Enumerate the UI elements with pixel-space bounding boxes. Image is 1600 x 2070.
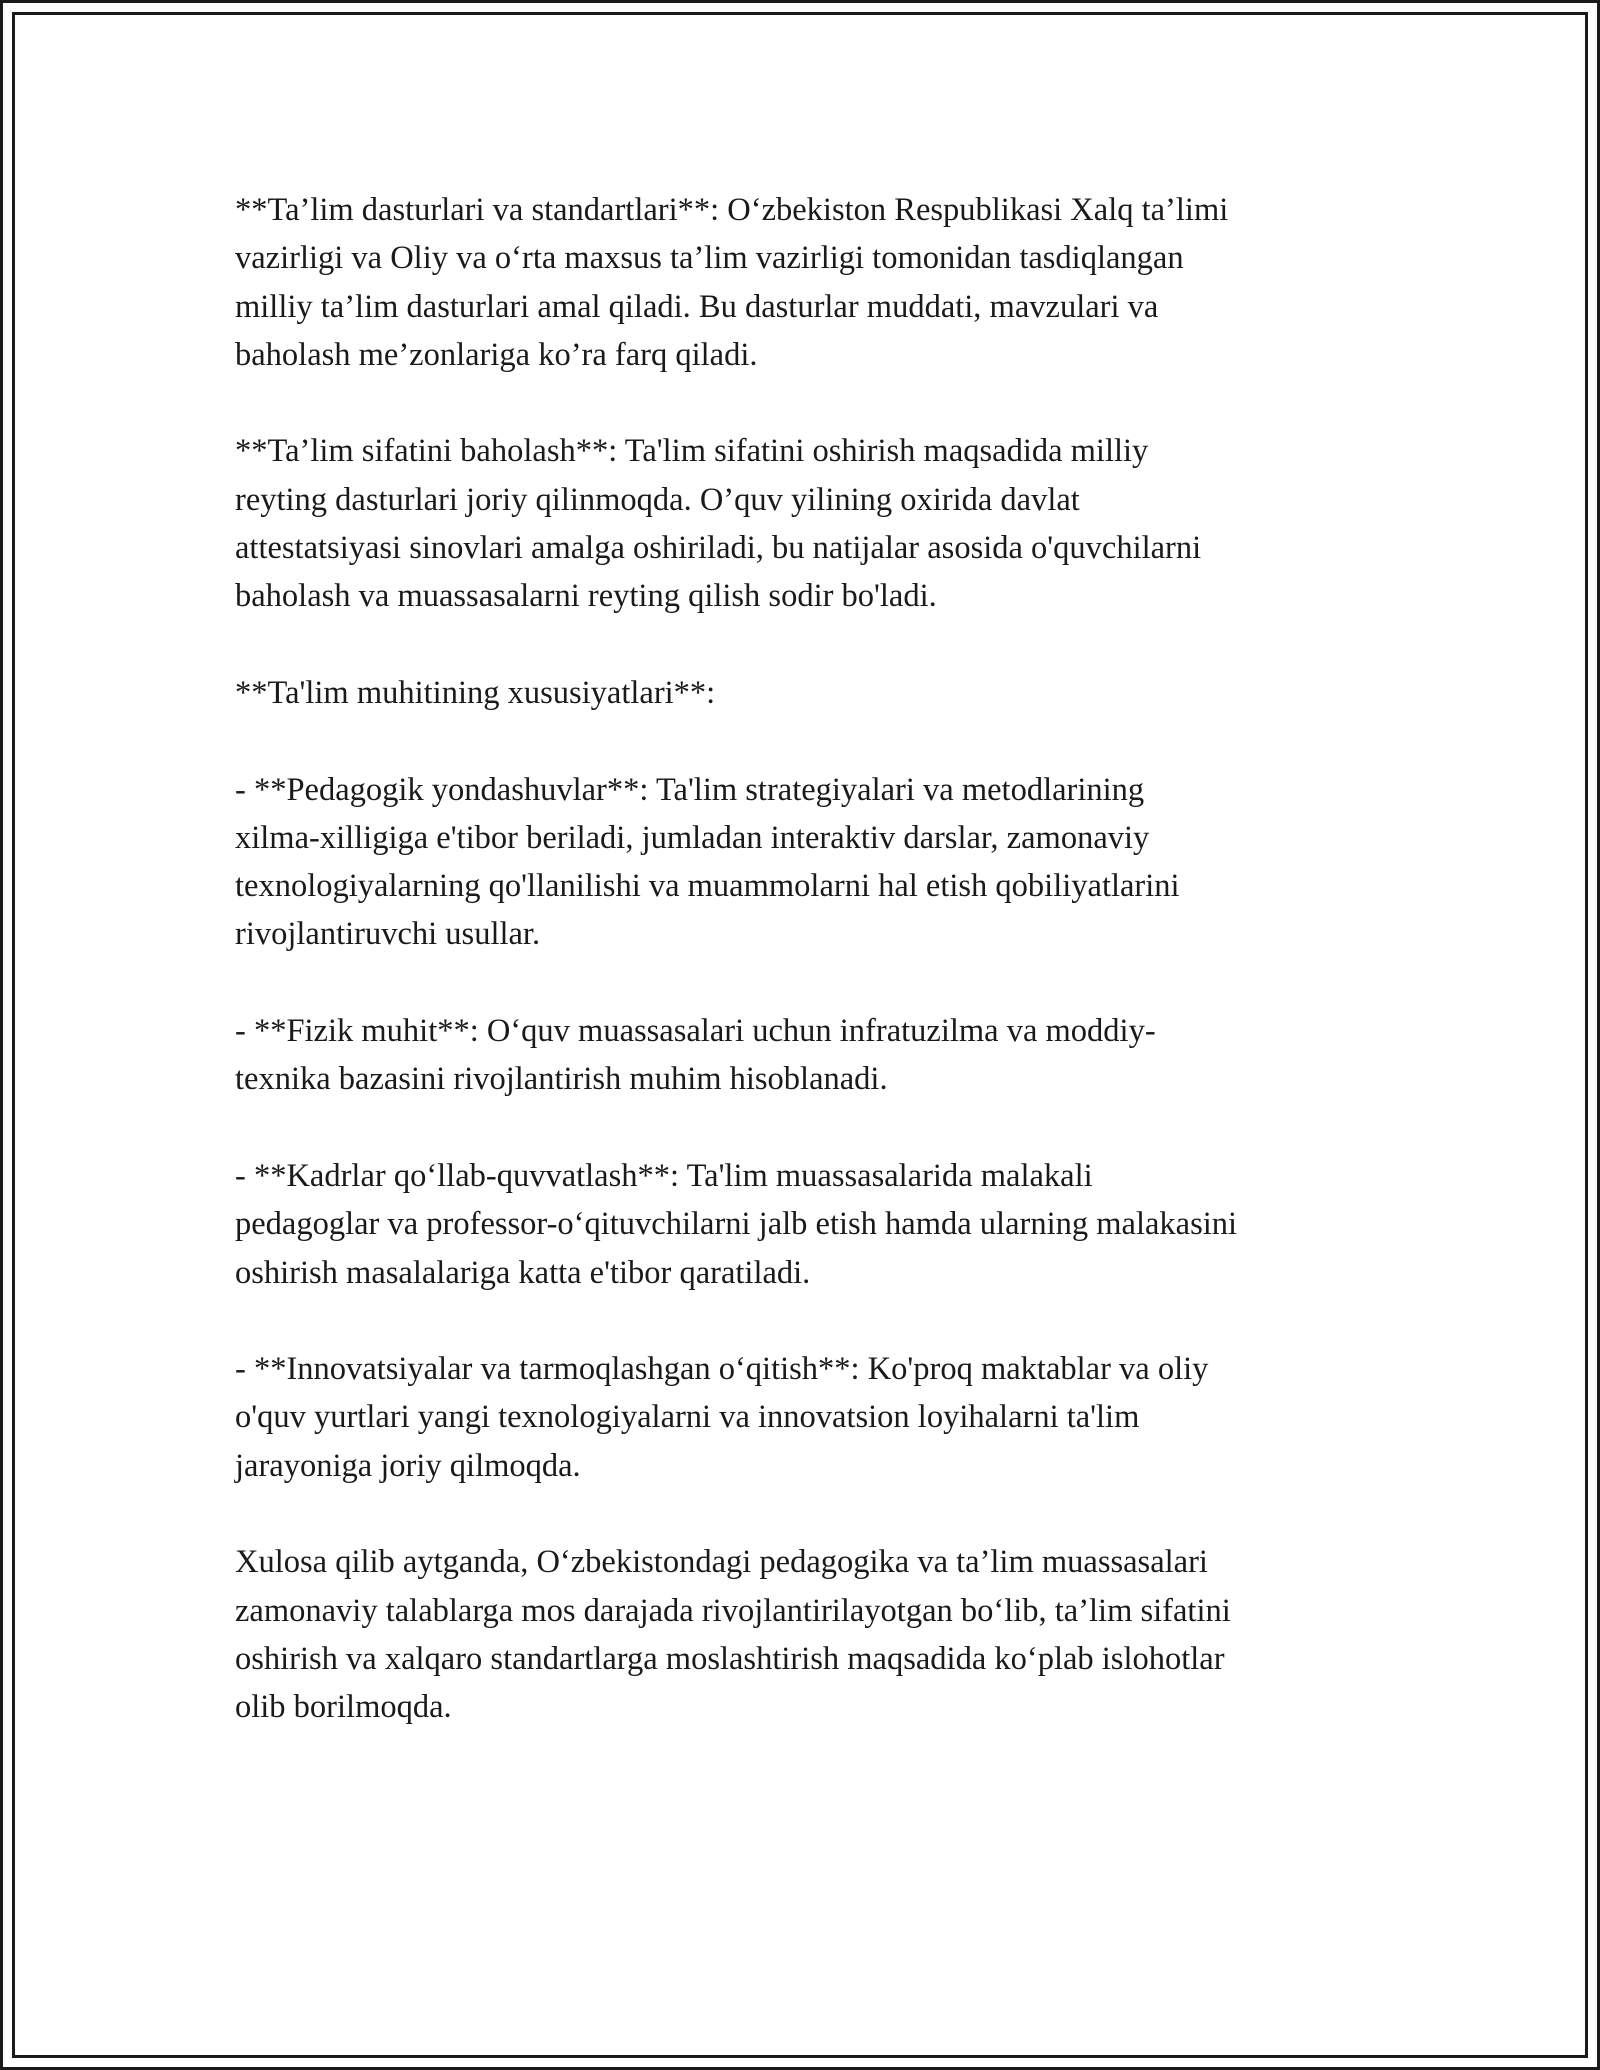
list-item-pedagogical-approaches	[235, 766, 1375, 959]
text-line: - **Innovatsiyalar va tarmoqlashgan o‘qitish**: Ko'proq maktablar va oliy	[235, 1351, 1209, 1388]
text-line: texnika bazasini rivojlantirish muhim hisoblanadi.	[235, 1061, 888, 1098]
paragraph-quality-assessment	[235, 427, 1375, 620]
text-line: Xulosa qilib aytganda, O‘zbekistondagi pedagogika va ta’lim muassasalari	[235, 1544, 1208, 1581]
text-line: rivojlantiruvchi usullar.	[235, 916, 541, 953]
text-line: xilma-xilligiga e'tibor beriladi, jumladan interaktiv darslar, zamonaviy	[235, 819, 1150, 856]
text-line: o'quv yurtlari yangi texnologiyalarni va innovatsion loyihalarni ta'lim	[235, 1399, 1140, 1436]
text-line: baholash me’zonlariga ko’ra farq qiladi.	[235, 336, 758, 373]
text-line: vazirligi va Oliy va o‘rta maxsus ta’lim vazirligi tomonidan tasdiqlangan	[235, 240, 1184, 277]
text-line: oshirish masalalariga katta e'tibor qaratiladi.	[235, 1254, 811, 1291]
document-body	[235, 186, 1375, 1780]
section-heading-learning-environment	[235, 669, 1375, 717]
text-line: - **Kadrlar qo‘llab-quvvatlash**: Ta'lim muassasalarida malakali	[235, 1157, 1093, 1194]
text-line: baholash va muassasalarni reyting qilish sodir bo'ladi.	[235, 578, 937, 615]
text-line: zamonaviy talablarga mos darajada rivojlantirilayotgan bo‘lib, ta’lim sifatini	[235, 1592, 1231, 1629]
text-line: - **Fizik muhit**: O‘quv muassasalari uchun infratuzilma va moddiy-	[235, 1013, 1156, 1050]
text-line: pedagoglar va professor-o‘qituvchilarni jalb etish hamda ularning malakasini	[235, 1206, 1238, 1243]
text-line: **Ta’lim sifatini baholash**: Ta'lim sifatini oshirish maqsadida milliy	[235, 433, 1149, 470]
text-line: reyting dasturlari joriy qilinmoqda. O’quv yilining oxirida davlat	[235, 481, 1080, 518]
text-line: jarayoniga joriy qilmoqda.	[235, 1447, 581, 1484]
list-item-innovations	[235, 1345, 1375, 1490]
text-line: oshirish va xalqaro standartlarga moslashtirish maqsadida ko‘plab islohotlar	[235, 1640, 1225, 1677]
paragraph-education-programs	[235, 186, 1375, 379]
text-line: **Ta'lim muhitining xususiyatlari**:	[235, 674, 716, 711]
text-line: milliy ta’lim dasturlari amal qiladi. Bu dasturlar muddati, mavzulari va	[235, 288, 1159, 325]
text-line: **Ta’lim dasturlari va standartlari**: O‘zbekiston Respublikasi Xalq ta’limi	[235, 192, 1229, 228]
text-line: texnologiyalarning qo'llanilishi va muammolarni hal etish qobiliyatlarini	[235, 868, 1180, 905]
paragraph-conclusion	[235, 1538, 1375, 1731]
text-line: - **Pedagogik yondashuvlar**: Ta'lim strategiyalari va metodlarining	[235, 771, 1145, 808]
text-line: olib borilmoqda.	[235, 1689, 452, 1726]
list-item-staff-support	[235, 1152, 1375, 1297]
list-item-physical-environment	[235, 1007, 1375, 1104]
text-line: attestatsiyasi sinovlari amalga oshiriladi, bu natijalar asosida o'quvchilarni	[235, 530, 1202, 567]
